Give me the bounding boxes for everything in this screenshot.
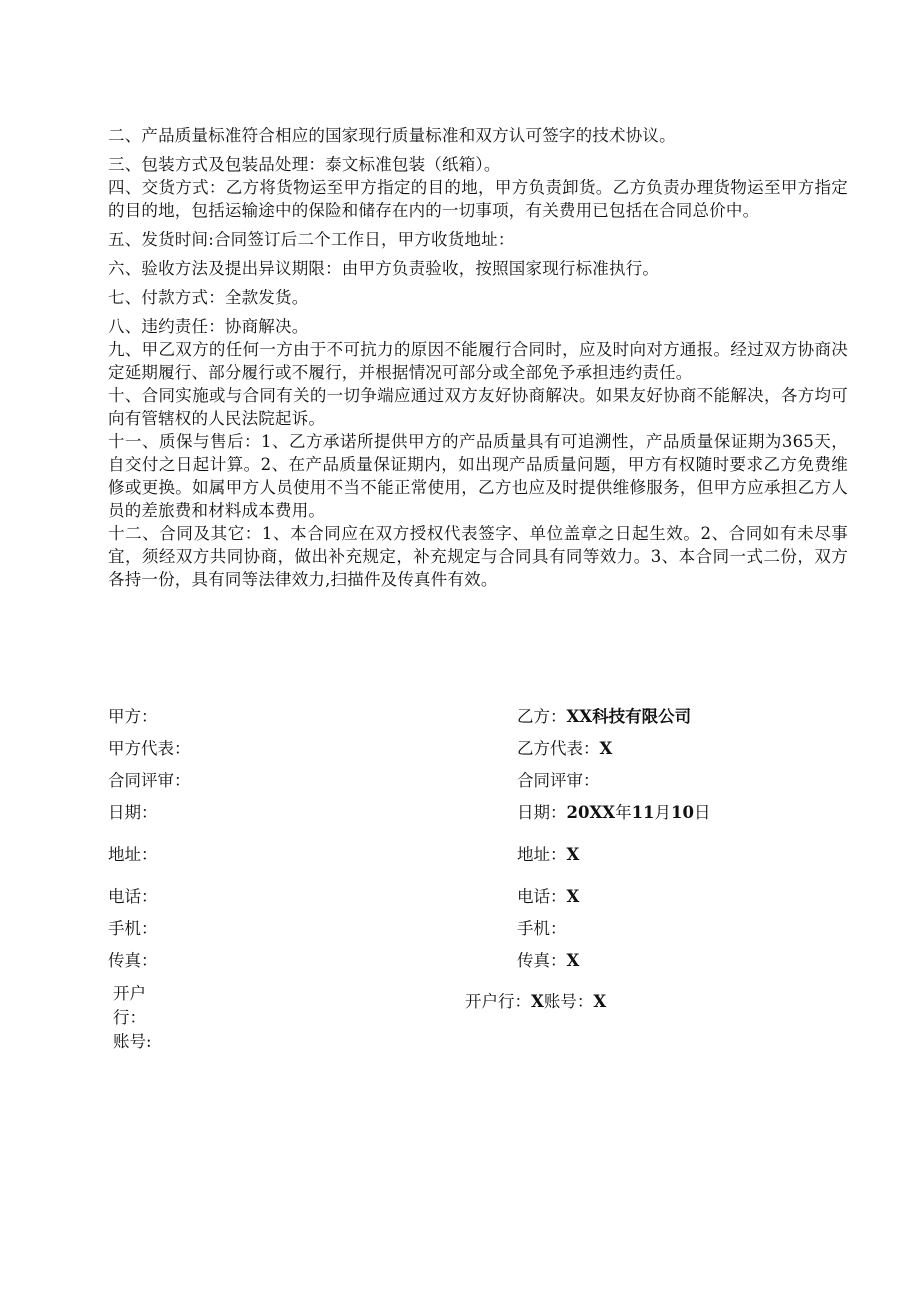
- party-b-fax-row: [517, 950, 579, 972]
- party-b-name-label: 乙方：: [517, 707, 567, 726]
- party-a-rep-label: 甲方代表：: [108, 739, 191, 758]
- party-b-date-month: 11: [631, 803, 655, 822]
- party-b-account-label: 账号：: [543, 992, 594, 1011]
- clause-breach: 八、违约责任：协商解决。: [108, 317, 309, 336]
- party-b-mobile-label: 手机：: [517, 919, 567, 938]
- party-a-name-label: 甲方：: [108, 707, 158, 726]
- clause-shipping-time: 五、发货时间:合同签订后二个工作日，甲方收货地址：: [108, 230, 515, 249]
- party-b-phone-value: X: [566, 887, 580, 906]
- party-a-mobile-label: 手机：: [108, 919, 158, 938]
- clause-packaging: 三、包装方式及包装品处理：泰文标准包装（纸箱）。: [108, 155, 501, 174]
- party-b-date-day-unit: 日: [694, 803, 711, 822]
- party-a-account-label: 账号:: [113, 1032, 152, 1051]
- clause-delivery-method: 四、交货方式：乙方将货物运至甲方指定的目的地，甲方负责卸货。乙方负责办理货物运至甲方指定的目的地，包括运输途中的保险和储存在内的一切事项，有关费用已包括在合同总价中。: [108, 178, 848, 220]
- party-a-phone-label: 电话：: [108, 887, 158, 906]
- party-b-fax-label: 传真：: [517, 951, 567, 970]
- clause-dispute: 十、合同实施或与合同有关的一切争端应通过双方友好协商解决。如果友好协商不能解决，各方均可向有管辖权的人民法院起诉。: [108, 386, 848, 428]
- party-a-address-label: 地址：: [108, 845, 158, 864]
- party-b-date-month-unit: 月: [654, 803, 672, 822]
- party-b-address-value: X: [566, 845, 580, 864]
- clause-acceptance: 六、验收方法及提出异议期限：由甲方负责验收，按照国家现行标准执行。: [108, 259, 660, 278]
- party-b-address-label: 地址：: [517, 845, 567, 864]
- party-b-rep-row: [517, 738, 612, 760]
- party-b-date-label: 日期：: [517, 803, 567, 822]
- party-b-fax-value: X: [566, 951, 580, 970]
- party-a-bank-label-line1: 开户: [113, 984, 146, 1003]
- party-b-phone-label: 电话：: [517, 887, 567, 906]
- party-b-date-year: 20XX: [566, 803, 616, 822]
- party-b-date-year-unit: 年: [615, 803, 632, 822]
- party-a-bank-label-line2: 行：: [113, 1008, 146, 1027]
- party-b-date-day: 10: [671, 803, 695, 822]
- party-a-review-label: 合同评审：: [108, 771, 191, 790]
- clause-warranty: 十一、质保与售后：1、乙方承诺所提供甲方的产品质量具有可追溯性，产品质量保证期为365天，自交付之日起计算。2、在产品质量保证期内，如出现产品质量问题，甲方有权随时要求乙方免费维修或更换。如属甲方人员使用不当不能正常使用，乙方也应及时提供维修服务，但甲方应承担乙方人员的差旅费和材料成本费用。: [108, 432, 848, 520]
- party-b-name-value: XX科技有限公司: [566, 707, 692, 726]
- party-b-rep-label: 乙方代表：: [517, 739, 600, 758]
- party-b-date-row: [517, 802, 711, 824]
- party-b-bank-value: X: [531, 992, 544, 1011]
- party-b-account-value: X: [593, 992, 607, 1011]
- clause-quality-standard: 二、产品质量标准符合相应的国家现行质量标准和双方认可签字的技术协议。: [108, 126, 676, 145]
- party-b-name-row: [517, 706, 691, 728]
- party-a-bank-block: [113, 982, 161, 1054]
- party-b-bank-label: 开户行：: [465, 992, 531, 1011]
- party-b-review-label: 合同评审：: [517, 771, 600, 790]
- party-a-fax-label: 传真：: [108, 951, 158, 970]
- clause-other: 十二、合同及其它：1、本合同应在双方授权代表签字、单位盖章之日起生效。2、合同如有未尽事宜，须经双方共同协商，做出补充规定，补充规定与合同具有同等效力。3、本合同一式二份，双方各持一份，具有同等法律效力,扫描件及传真件有效。: [108, 524, 848, 589]
- party-b-rep-value: X: [599, 739, 613, 758]
- party-b-phone-row: [517, 886, 579, 908]
- party-b-address-row: [517, 844, 579, 866]
- clause-payment: 七、付款方式：全款发货。: [108, 288, 309, 307]
- contract-clauses: [108, 124, 848, 591]
- party-a-date-label: 日期：: [108, 803, 158, 822]
- party-b-bank-row: [465, 991, 606, 1013]
- clause-force-majeure: 九、甲乙双方的任何一方由于不可抗力的原因不能履行合同时，应及时向对方通报。经过双方协商决定延期履行、部分履行或不履行，并根据情况可部分或全部免予承担违约责任。: [108, 340, 848, 382]
